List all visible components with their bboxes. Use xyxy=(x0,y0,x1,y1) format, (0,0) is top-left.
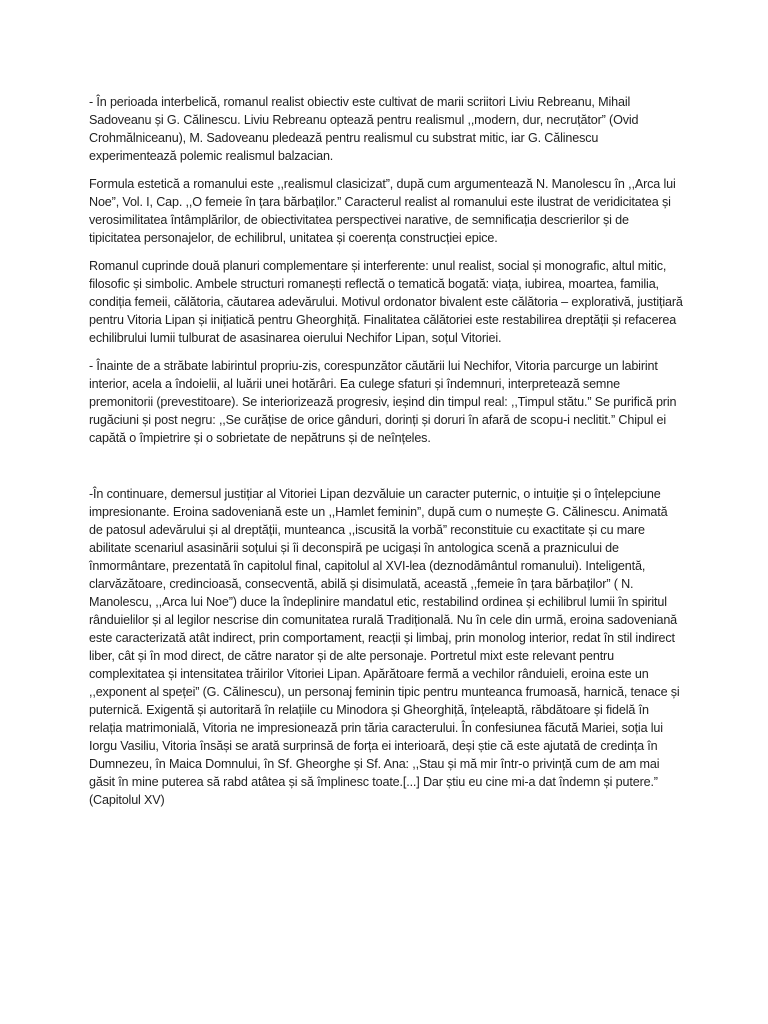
paragraph-two-plans: Romanul cuprinde două planuri complementare și interferente: unul realist, social și monografic, altul mitic, filosofic și simbolic. Ambele structuri romanești reflectă o tematică bogată: viața, iubirea, moartea, familia, condiția femeii, călătoria, căutarea adevărului. Motivul ordonator bivalent este călătoria – explorativă, justițiară pentru Vitoria Lipan și inițiatică pentru Gheorghiță. Finalitatea călătoriei este restabilirea dreptății și refacerea echilibrului lumii tulburat de asasinarea oierului Nechifor Lipan, soțul Vitoriei. xyxy=(89,259,683,345)
paragraph-intro-interwar-novel: - În perioada interbelică, romanul realist obiectiv este cultivat de marii scriitori Liviu Rebreanu, Mihail Sadoveanu și G. Călinescu. Liviu Rebreanu optează pentru realismul ,,modern, dur, necruțător” (Ovid Crohmălniceanu), M. Sadoveanu pledează pentru realismul cu substrat mitic, iar G. Călinescu experimentează polemic realismul balzacian. xyxy=(89,95,639,163)
document-body xyxy=(89,93,683,819)
paragraph-spacer xyxy=(89,457,683,485)
paragraph-inner-labyrinth: - Înainte de a străbate labirintul propriu-zis, corespunzător căutării lui Nechifor, Vitoria parcurge un labirint interior, acela a îndoielii, al luării unei hotărâri. Ea culege sfaturi și îndemnuri, interpretează semne premonitorii (prevestitoare). Se interiorizează progresiv, ieșind din timpul real: ,,Timpul stătu.” Se purifică prin rugăciuni și post negru: ,,Se curățise de orice gânduri, dorinți și doruri în afară de scopu-i neclitit.” Chipul ei capătă o împietrire și o sobrietate de nepătruns și de neînțeles. xyxy=(89,359,677,445)
paragraph-aesthetic-formula: Formula estetică a romanului este ,,realismul clasicizat”, după cum argumentează N. Manolescu în ,,Arca lui Noe”, Vol. I, Cap. ,,O femeie în țara bărbaților.” Caracterul realist al romanului este ilustrat de veridicitatea și verosimilitatea întâmplărilor, de obiectivitatea perspectivei narative, de semnificația descrierilor și de tipicitatea personajelor, de echilibrul, unitatea și coerența construcției epice. xyxy=(89,177,676,245)
paragraph-vitoria-character: -În continuare, demersul justițiar al Vitoriei Lipan dezvăluie un caracter puternic, o intuiție și o înțelepciune impresionante. Eroina sadoveniană este un ,,Hamlet feminin”, după cum o numește G. Călinescu. Animată de patosul adevărului și al dreptății, munteanca ,,iscusită la vorbă” reconstituie cu exactitate și cu mare abilitate scenariul asasinării soțului și îi deconspiră pe ucigași în antologica scenă a praznicului de înmormântare, prezentată în capitolul final, capitolul al XVI-lea (deznodământul romanului). Inteligentă, clarvăzătoare, credincioasă, consecventă, abilă și disimulată, această ,,femeie în țara bărbaților” ( N. Manolescu, ,,Arca lui Noe”) duce la îndeplinire mandatul etic, restabilind ordinea și echilibrul lumii în spiritul rânduielilor și al legilor nescrise din comunitatea rurală Tradițională. Nu în cele din urmă, eroina sadoveniană este caracterizată atât indirect, prin comportament, reacții și limbaj, prin monolog interior, redat în stil indirect liber, cât și în mod direct, de către narator și de alte personaje. Portretul mixt este relevant pentru complexitatea și intensitatea trăirilor Vitoriei Lipan. Apărătoare fermă a vechilor rânduieli, eroina este un ,,exponent al speței” (G. Călinescu), un personaj feminin tipic pentru munteanca frumoasă, harnică, tenace și puternică. Exigentă și autoritară în relațiile cu Minodora și Gheorghiță, înțeleaptă, răbdătoare și fidelă în relația matrimonială, Vitoria ne impresionează prin tăria caracterului. În confesiunea făcută Mariei, soția lui Iorgu Vasiliu, Vitoria însăși se arată surprinsă de forța ei interioară, deși știe că este ajutată de credința în Dumnezeu, în Maica Domnului, în Sf. Gheorghe și Sf. Ana: ,,Stau și mă mir într-o privință cum de am mai găsit în mine puterea să rabd atâtea și să împlinesc toate.[...] Dar știu eu cine mi-a dat îndemn și putere.” (Capitolul XV) xyxy=(89,487,680,807)
